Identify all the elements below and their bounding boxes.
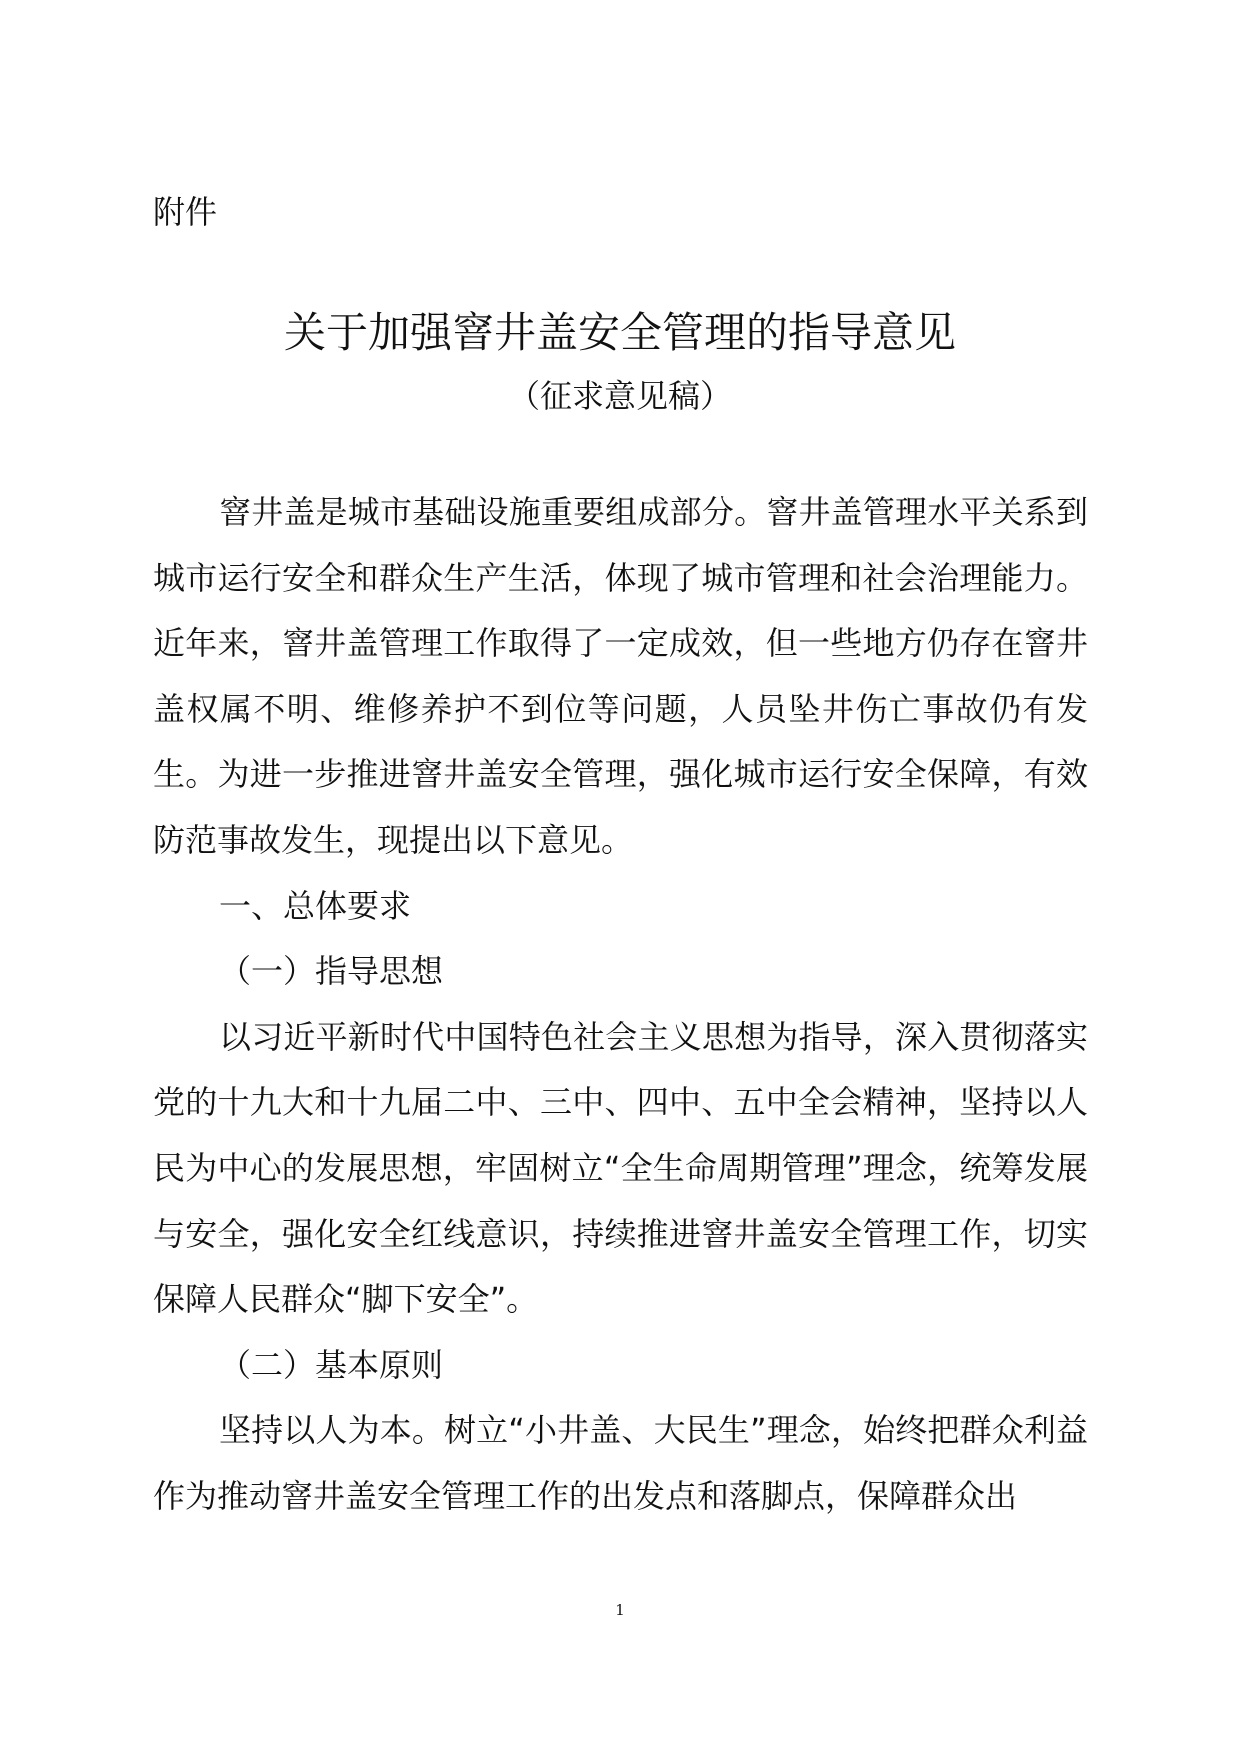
basic-principles-paragraph: 坚持以人为本。树立“小井盖、大民生”理念，始终把群众利益作为推动窨井盖安全管理工作的出发点和落脚点，保障群众出	[153, 1411, 1088, 1515]
document-body	[153, 480, 1088, 1530]
section-heading-general-requirements: 一、总体要求	[219, 886, 412, 925]
intro-paragraph: 窨井盖是城市基础设施重要组成部分。窨井盖管理水平关系到城市运行安全和群众生产生活，体现了城市管理和社会治理能力。近年来，窨井盖管理工作取得了一定成效，但一些地方仍存在窨井盖权属不明、维修养护不到位等问题，人员坠井伤亡事故仍有发生。为进一步推进窨井盖安全管理，强化城市运行安全保障，有效防范事故发生，现提出以下意见。	[153, 493, 1088, 859]
document-title: 关于加强窨井盖安全管理的指导意见	[283, 308, 956, 357]
attachment-label: 附件	[153, 193, 218, 231]
subsection-heading-guiding-ideology: （一）指导思想	[219, 952, 444, 991]
document-subtitle: （征求意见稿）	[507, 377, 732, 415]
guiding-ideology-paragraph: 以习近平新时代中国特色社会主义思想为指导，深入贯彻落实党的十九大和十九届二中、三中、四中、五中全会精神，坚持以人民为中心的发展思想，牢固树立“全生命周期管理”理念，统筹发展与安全，强化安全红线意识，持续推进窨井盖安全管理工作，切实保障人民群众“脚下安全”。	[153, 1017, 1088, 1319]
page-number: 1	[615, 1601, 625, 1619]
subsection-heading-basic-principles: （二）基本原则	[219, 1345, 444, 1384]
